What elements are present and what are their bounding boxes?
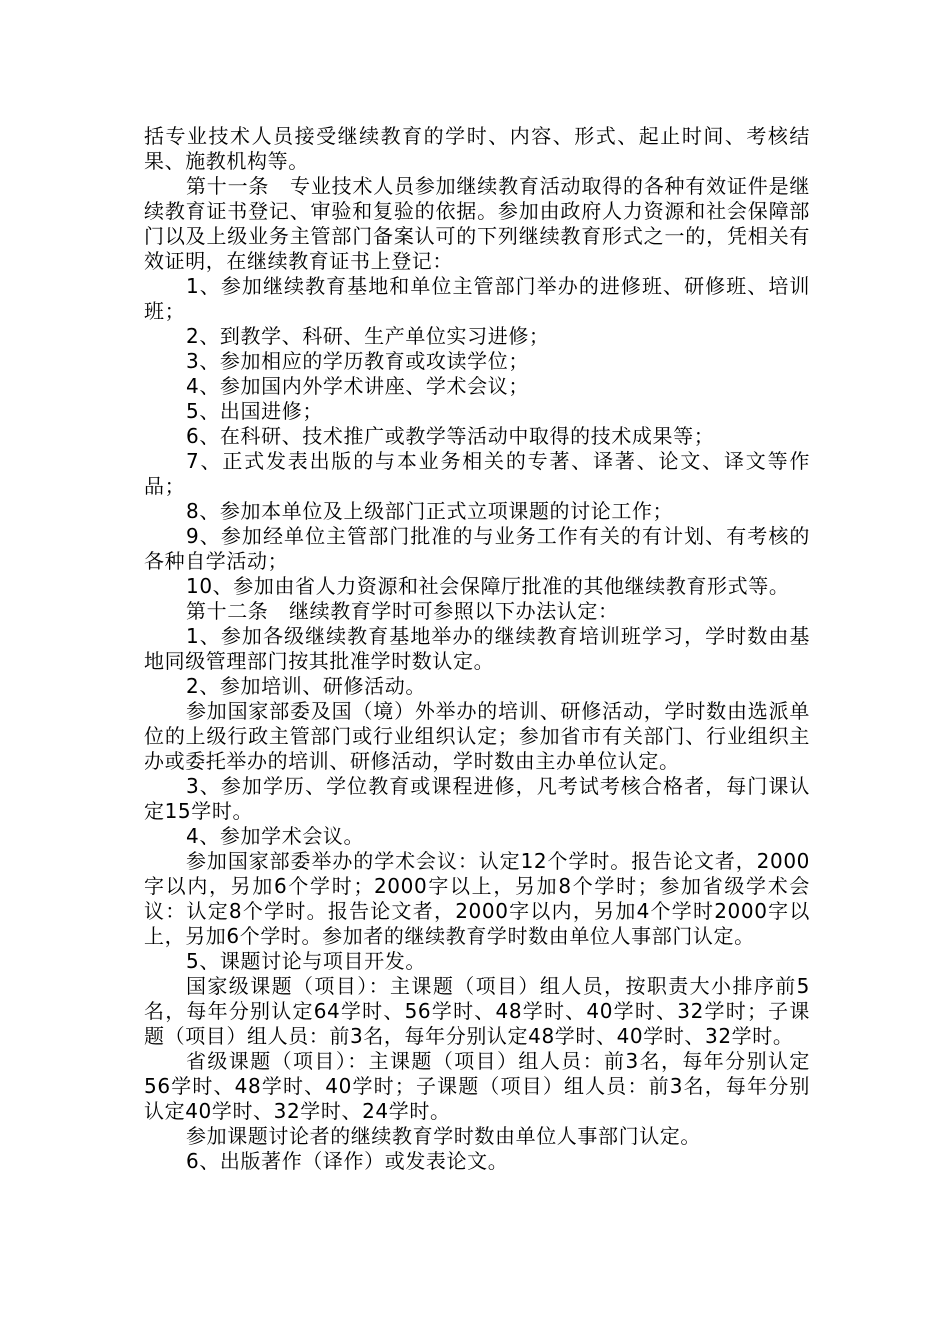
list-item-9: 9、参加经单位主管部门批准的与业务工作有关的有计划、有考核的各种自学活动；	[144, 524, 810, 573]
rule-item-4-detail: 参加国家部委举办的学术会议：认定12个学时。报告论文者，2000字以内，另加6个学时；2000字以上，另加8个学时；参加省级学术会议：认定8个学时。报告论文者，2000字以内，另加4个学时2000字以上，另加6个学时。参加者的继续教育学时数由单位人事部门认定。	[144, 849, 810, 948]
list-item-3: 3、参加相应的学历教育或攻读学位；	[186, 349, 529, 373]
paragraph-0: 括专业技术人员接受继续教育的学时、内容、形式、起止时间、考核结果、施教机构等。	[144, 124, 810, 173]
rule-item-3: 3、参加学历、学位教育或课程进修，凡考试考核合格者，每门课认定15学时。	[144, 774, 810, 823]
rule-item-5-national: 国家级课题（项目）：主课题（项目）组人员，按职责大小排序前5名，每年分别认定64学时、56学时、48学时、40学时、32学时；子课题（项目）组人员：前3名，每年分别认定48学时、40学时、32学时。	[144, 974, 810, 1048]
rule-item-5-provincial: 省级课题（项目）：主课题（项目）组人员：前3名，每年分别认定56学时、48学时、40学时；子课题（项目）组人员：前3名，每年分别认定40学时、32学时、24学时。	[144, 1049, 810, 1123]
rule-item-2-detail: 参加国家部委及国（境）外举办的培训、研修活动，学时数由选派单位的上级行政主管部门或行业组织认定；参加省市有关部门、行业组织主办或委托举办的培训、研修活动，学时数由主办单位认定。	[144, 699, 810, 773]
rule-item-4: 4、参加学术会议。	[186, 824, 365, 848]
list-item-4: 4、参加国内外学术讲座、学术会议；	[186, 374, 529, 398]
list-item-5: 5、出国进修；	[186, 399, 323, 423]
list-item-7: 7、正式发表出版的与本业务相关的专著、译著、论文、译文等作品；	[144, 449, 810, 498]
list-item-1: 1、参加继续教育基地和单位主管部门举办的进修班、研修班、培训班；	[144, 274, 810, 323]
list-item-2: 2、到教学、科研、生产单位实习进修；	[186, 324, 550, 348]
rule-item-6: 6、出版著作（译作）或发表论文。	[186, 1149, 509, 1173]
list-item-8: 8、参加本单位及上级部门正式立项课题的讨论工作；	[186, 499, 674, 523]
list-item-6: 6、在科研、技术推广或教学等活动中取得的技术成果等；	[186, 424, 715, 448]
rule-item-5-note: 参加课题讨论者的继续教育学时数由单位人事部门认定。	[186, 1124, 701, 1148]
paragraph-article-11: 第十一条 专业技术人员参加继续教育活动取得的各种有效证件是继续教育证书登记、审验和复验的依据。参加由政府人力资源和社会保障部门以及上级业务主管部门备案认可的下列继续教育形式之一的，凭相关有效证明，在继续教育证书上登记：	[144, 174, 810, 273]
rule-item-1: 1、参加各级继续教育基地举办的继续教育培训班学习，学时数由基地同级管理部门按其批准学时数认定。	[144, 624, 810, 673]
list-item-10: 10、参加由省人力资源和社会保障厅批准的其他继续教育形式等。	[186, 574, 790, 598]
rule-item-5: 5、课题讨论与项目开发。	[186, 949, 426, 973]
paragraph-article-12: 第十二条 继续教育学时可参照以下办法认定：	[186, 599, 619, 623]
rule-item-2: 2、参加培训、研修活动。	[186, 674, 426, 698]
document-page	[144, 124, 810, 1174]
